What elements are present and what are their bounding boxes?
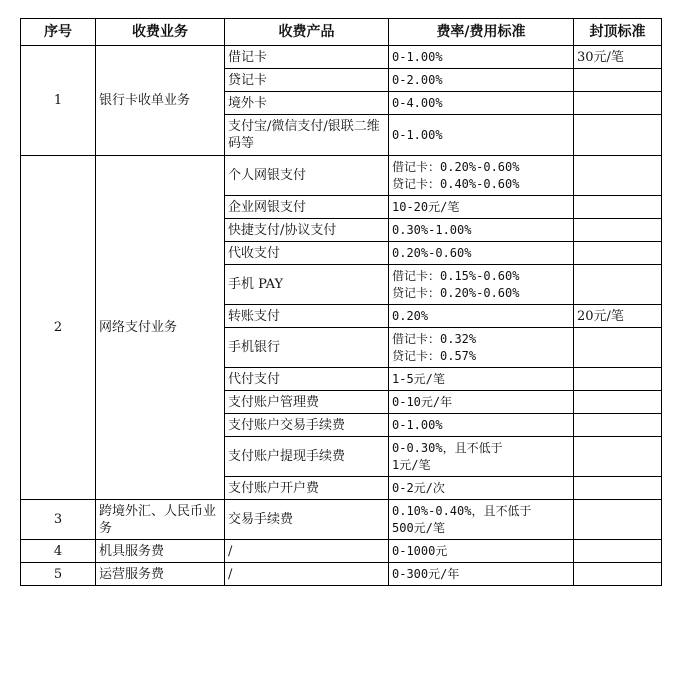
rate-line: 10-20元/笔 [392,199,460,214]
cell-product: 转账支付 [225,305,389,328]
cell-cap [574,391,662,414]
cell-product: 手机银行 [225,328,389,368]
cell-rate [389,328,574,368]
cell-cap [574,196,662,219]
cell-cap [574,328,662,368]
rate-line: 借记卡：0.15%-0.60% [392,268,520,283]
cell-rate [389,92,574,115]
rate-line: 贷记卡：0.20%-0.60% [392,285,520,300]
cell-cap: 30元/笔 [574,46,662,69]
table-row [21,540,662,563]
table-row [21,46,662,69]
cell-rate [389,196,574,219]
rate-line: 0.10%-0.40%，且不低于 [392,503,532,518]
cell-rate [389,115,574,156]
cell-product: 企业网银支付 [225,196,389,219]
cell-product: 支付账户交易手续费 [225,414,389,437]
cell-no: 1 [21,46,96,156]
cell-rate [389,391,574,414]
cell-cap [574,69,662,92]
cell-no: 3 [21,500,96,540]
cell-rate [389,69,574,92]
cell-business: 机具服务费 [96,540,225,563]
cell-product: 快捷支付/协议支付 [225,219,389,242]
rate-line: 0.20% [392,308,429,323]
rate-line: 0-10元/年 [392,394,453,409]
rate-line: 500元/笔 [392,520,445,535]
cell-product: 代收支付 [225,242,389,265]
cell-product: 支付账户提现手续费 [225,437,389,477]
table-row [21,156,662,196]
cell-cap [574,500,662,540]
rate-line: 1元/笔 [392,457,431,472]
cell-cap [574,477,662,500]
cell-rate [389,219,574,242]
cell-cap [574,219,662,242]
rate-line: 0-1.00% [392,49,443,64]
cell-business: 跨境外汇、人民币业务 [96,500,225,540]
cell-business: 运营服务费 [96,563,225,586]
cell-product: 支付账户管理费 [225,391,389,414]
rate-line: 0.20%-0.60% [392,245,472,260]
cell-cap [574,540,662,563]
cell-product: 境外卡 [225,92,389,115]
header-cap: 封顶标准 [574,19,662,46]
cell-business: 银行卡收单业务 [96,46,225,156]
header-no: 序号 [21,19,96,46]
header-business: 收费业务 [96,19,225,46]
cell-rate [389,500,574,540]
header-product: 收费产品 [225,19,389,46]
rate-line: 0-2.00% [392,72,443,87]
cell-rate [389,368,574,391]
rate-line: 0-0.30%，且不低于 [392,440,503,455]
cell-rate [389,242,574,265]
rate-line: 0-300元/年 [392,566,460,581]
table-row [21,500,662,540]
cell-rate [389,563,574,586]
cell-cap: 20元/笔 [574,305,662,328]
cell-cap [574,156,662,196]
rate-line: 0-1000元 [392,543,448,558]
rate-line: 贷记卡：0.57% [392,348,477,363]
header-row [21,19,662,46]
cell-rate [389,540,574,563]
cell-cap [574,368,662,391]
cell-rate [389,305,574,328]
cell-product: 借记卡 [225,46,389,69]
rate-line: 0-2元/次 [392,480,445,495]
cell-product: / [225,563,389,586]
rate-line: 0-1.00% [392,417,443,432]
header-rate: 费率/费用标准 [389,19,574,46]
cell-cap [574,242,662,265]
cell-product: 支付账户开户费 [225,477,389,500]
cell-product: 支付宝/微信支付/银联二维码等 [225,115,389,156]
cell-product: 交易手续费 [225,500,389,540]
rate-line: 贷记卡：0.40%-0.60% [392,176,520,191]
cell-rate [389,437,574,477]
table-row [21,563,662,586]
rate-line: 0-1.00% [392,127,443,142]
cell-cap [574,115,662,156]
cell-product: 手机 PAY [225,265,389,305]
cell-rate [389,414,574,437]
fee-table [20,18,662,586]
cell-rate [389,265,574,305]
cell-cap [574,265,662,305]
cell-product: 代付支付 [225,368,389,391]
rate-line: 0.30%-1.00% [392,222,472,237]
cell-product: / [225,540,389,563]
rate-line: 借记卡：0.20%-0.60% [392,159,520,174]
cell-product: 贷记卡 [225,69,389,92]
rate-line: 1-5元/笔 [392,371,445,386]
rate-line: 借记卡：0.32% [392,331,477,346]
cell-business: 网络支付业务 [96,156,225,500]
cell-rate [389,477,574,500]
rate-line: 0-4.00% [392,95,443,110]
cell-product: 个人网银支付 [225,156,389,196]
table-body [21,46,662,586]
cell-no: 4 [21,540,96,563]
cell-rate [389,46,574,69]
cell-cap [574,437,662,477]
cell-rate [389,156,574,196]
cell-cap [574,563,662,586]
cell-cap [574,414,662,437]
cell-no: 5 [21,563,96,586]
cell-cap [574,92,662,115]
cell-no: 2 [21,156,96,500]
